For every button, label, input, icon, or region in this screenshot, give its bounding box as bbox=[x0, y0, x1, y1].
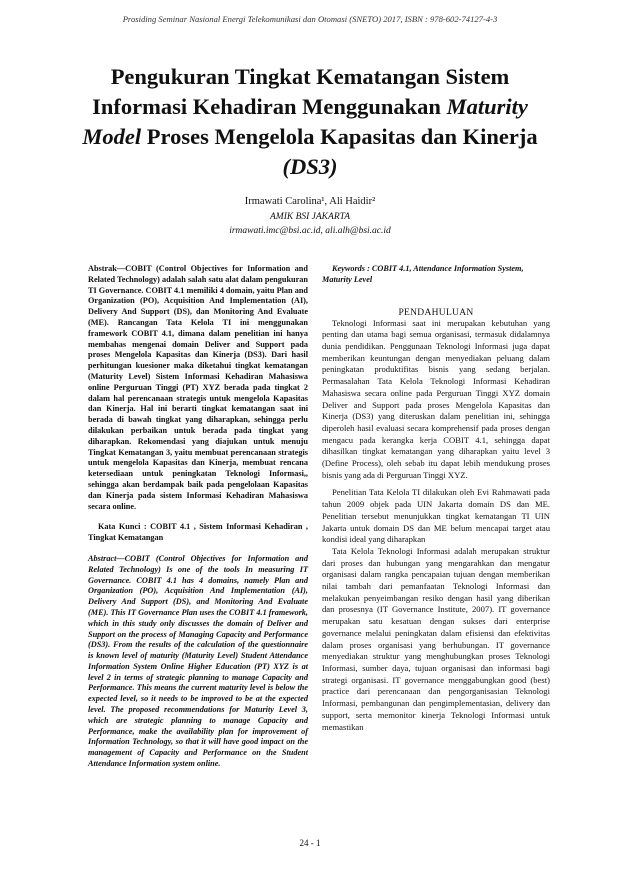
title-line-2: Informasi Kehadiran Menggunakan Maturity bbox=[92, 94, 528, 119]
kata-kunci: Kata Kunci : COBIT 4.1 , Sistem Informasi Kehadiran , Tingkat Kematangan bbox=[88, 522, 308, 543]
title-line-4: (DS3) bbox=[282, 154, 338, 179]
author-affiliation: AMIK BSI JAKARTA bbox=[269, 212, 351, 222]
title-line-3: Model Proses Mengelola Kapasitas dan Kinerja bbox=[82, 124, 538, 149]
page-number: 24 - 1 bbox=[299, 838, 321, 848]
pendahuluan-paragraph-3: Tata Kelola Teknologi Informasi adalah merupakan struktur dari proses dan hubungan yang mengarahkan dan mengatur organisasi dalam rangka pencapaian tujuan dengan memberikan nilai tambah dari pemanfaatan Teknologi Informasi dan melakukan penyeimbangan resiko dengan hasil yang diberikan dan prosesnya (IT Governance Institute, 2007). IT governance merupakan satu kesatuan dengan sukses dari enterprise governance melalui peningkatan dalam efisiensi dan efektivitas dalam proses organisasi yang berhubungan. IT governance menyediakan struktur yang menghubungkan proses Teknologi Informasi, sumber daya, tujuan organisasi dan informasi bagi strategi organisasi. IT governance menggabungkan good (best) practice dari perencanaan dan pengorganisasian Teknologi Informasi, pembangunan dan pengimplementasian, delivery dan support, serta memonitor kinerja Teknologi Informasi untuk memastikan bbox=[322, 545, 550, 732]
pendahuluan-paragraph-1: Teknologi Informasi saat ini merupakan kebutuhan yang penting dan utama bagi semua organisasi, termasuk didalamnya dunia pendidikan. Penggunaan Teknologi Informasi juga dapat memberikan keuntungan dengan menyediakan peluang dalam peningkatan produktifitas bisnis yang sedang berjalan. Permasalahan Tata Kelola Teknologi Informasi Kehadiran Mahasiswa secara online pada Perguruan Tinggi XYZ domain Deliver and Support pada proses Mengelola Kapasitas dan Kinerja (DS3) yang diteruskan dalam penelitian ini, sehingga diperoleh hasil evaluasi secara komprehensif pada proses dengan mengacu pada kerangka kerja COBIT 4.1, sehingga dapat dihasilkan tingkat kematangan yang diharapkan yaitu level 3 (Define Process), oleh sebab itu dapat lebih mendukung proses bisnis yang ada di Perguruan Tinggi XYZ. bbox=[322, 317, 550, 480]
abstract-en: Abstract—COBIT (Control Objectives for Information and Related Technology) Is one of the tools In measuring IT Governance. COBIT 4.1 has 4 domains, namely Plan and Organization (PO), Acquisition And Implementation (AI), Delivery And Support (DS), and Monitoring And Evaluate (ME). This IT Governance Plan uses the COBIT 4.1 framework, which in this study only discusses the domain of Deliver and Support on the process of Managing Capacity and Performance (DS3). From the results of the calculation of the questionnaire is known level of maturity (Maturity Level) Student Attendance Information System Online Higher Education (PT) XYZ is at level 2 in terms of strategic planning to manage Capacity and Performance. This means the current maturity level is below the expected level, so it needs to be improved to be at the expected level. The proposed recommendations for Maturity Level 3, which are strategic planning to manage Capacity and Performance, make the availability plan for improvement of Information Technology, so that it will have good impact on the management of Capacity and Performance on the Student Attendance Information system online. bbox=[88, 553, 308, 769]
keywords-en: Keywords : COBIT 4.1, Attendance Information System, Maturity Level bbox=[322, 264, 524, 284]
title-line-1: Pengukuran Tingkat Kematangan Sistem bbox=[110, 64, 510, 89]
author-emails: irmawati.imc@bsi.ac.id, ali.alh@bsi.ac.id bbox=[229, 226, 391, 236]
section-heading-pendahuluan: PENDAHULUAN bbox=[398, 307, 474, 318]
pendahuluan-paragraph-2: Penelitian Tata Kelola TI dilakukan oleh Evi Rahmawati pada tahun 2009 objek pada UIN Jakarta domain DS dan ME. Penelitian tersebut menunjukkan tingkat kematangan TI UIN Jakarta untuk domain DS dan ME belum mencapai target atau kondisi ideal yang diharapkan bbox=[322, 487, 550, 545]
right-column bbox=[322, 264, 550, 733]
author-names: Irmawati Carolina¹, Ali Haidir² bbox=[244, 196, 376, 207]
running-header: Prosiding Seminar Nasional Energi Telekomunikasi dan Otomasi (SNETO) 2017, ISBN : 978-602-74127-4-3 bbox=[122, 14, 498, 24]
abstrak-id: Abstrak—COBIT (Control Objectives for Information and Related Technology) adalah salah satu alat dalam pengukuran TI Governance. COBIT 4.1 memiliki 4 domain, yaitu Plan and Organization (PO), Acquisition And Implementation (AI), Delivery And Support (DS), dan Monitoring And Evaluate (ME). Rancangan Tata Kelola TI ini menggunakan framework COBIT 4.1, dimana dalam penelitian ini hanya membahas mengenai domain Deliver and Support pada proses Mengelola Kapasitas dan Kinerja (DS3). Dari hasil perhitungan kuesioner maka diketahui tingkat kematangan (Maturity Level) Sistem Informasi Kehadiran Mahasiswa online Perguruan Tinggi (PT) XYZ berada pada tingkat 2 dalam hal perencanaan strategis untuk mengelola Kapasitas dan Kinerja. Hal ini berarti tingkat kematangan saat ini berada di bawah tingkat yang diharapkan, sehingga perlu dilakukan perbaikan untuk berada pada tingkat yang diharapkan. Rekomendasi yang diajukan untuk menuju Tingkat Kematangan 3, yaitu membuat perencanaan strategis untuk mengelola Kapasitas dan Kinerja, membuat rencana ketersediaan untuk peningkatan Teknologi Informasi,, sehingga akan berdampak baik pada pengelolaan Kapasitas dan Kinerja pada sistem Informasi Kehadiran Mahasiswa secara online. bbox=[88, 264, 308, 511]
left-column bbox=[88, 264, 308, 770]
paper-title bbox=[60, 62, 560, 182]
